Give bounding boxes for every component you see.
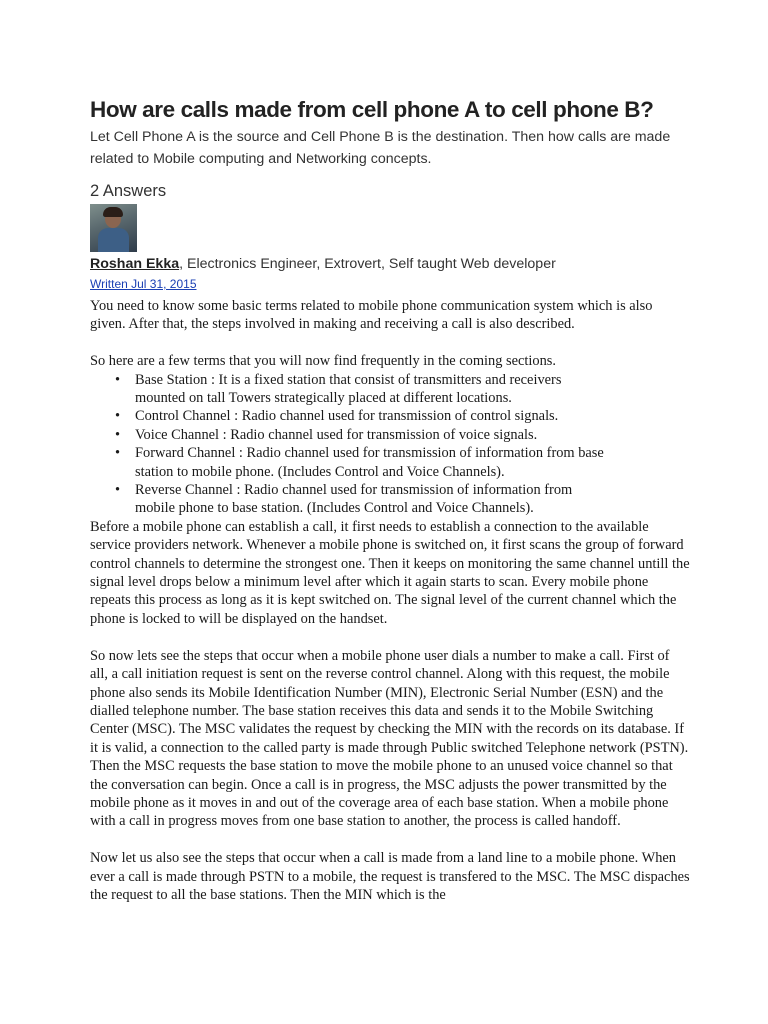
author-avatar[interactable] xyxy=(90,204,137,252)
list-item: • Reverse Channel : Radio channel used for transmission of information from mobile phone to base station. (Includes Control and Voice Channels). xyxy=(135,481,690,518)
answers-count: 2 Answers xyxy=(90,182,167,200)
author-credentials: , Electronics Engineer, Extrovert, Self taught Web developer xyxy=(179,256,556,272)
avatar-hair-shape xyxy=(103,207,123,217)
answer-intro: You need to know some basic terms related to mobile phone communication system which is also given. After that, the steps involved in making and receiving a call is also described. xyxy=(90,298,653,333)
answer-date-link[interactable]: Written Jul 31, 2015 xyxy=(90,277,197,291)
dial-paragraph: So now lets see the steps that occur when a mobile phone user dials a number to make a call. First of all, a call initiation request is sent on the reverse control channel. Along with this request, the mobile phone also sends its Mobile Identification Number (MIN), Electronic Serial Number (ESN) and the dialled telephone number. The base station receives this data and sends it to the Mobile Switching Center (MSC). The MSC validates the request by checking the MIN with the records on its database. If it is valid, a connection to the called party is made through Public switched Telephone network (PSTN). Then the MSC requests the base station to move the mobile phone to an unused voice channel so that the conversation can begin. Once a call is in progress, the MSC adjusts the power transmitted by the mobile phone as it moves in and out of the coverage area of each base station. When a mobile phone with a call in progress moves from one base station to another, the process is called handoff. xyxy=(90,647,689,830)
question-title: How are calls made from cell phone A to cell phone B? xyxy=(90,97,654,122)
author-name-link[interactable]: Roshan Ekka xyxy=(90,256,180,272)
avatar-body-shape xyxy=(98,228,129,252)
question-details: Let Cell Phone A is the source and Cell Phone B is the destination. Then how calls are made related to Mobile computing and Networking concepts. xyxy=(90,129,671,167)
terms-intro: So here are a few terms that you will now find frequently in the coming sections. xyxy=(90,353,556,370)
list-item: • Base Station : It is a fixed station that consist of transmitters and receivers mounted on tall Towers strategically placed at different locations. xyxy=(135,371,690,408)
landline-paragraph: Now let us also see the steps that occur when a call is made from a land line to a mobile phone. When ever a call is made through PSTN to a mobile, the request is transfered to the MSC. The MSC dispaches the request to all the base stations. Then the MIN which is the xyxy=(90,850,690,903)
connection-paragraph: Before a mobile phone can establish a call, it first needs to establish a connection to the available service providers network. Whenever a mobile phone is switched on, it first scans the group of forward control channels to determine the strongest one. Then it keeps on monitoring the same channel untill the signal level drops below a minimum level after which it again starts to scan. Every mobile phone repeats this process as long as it is kept switched on. The signal level of the current channel which the phone is locked to will be displayed on the handset. xyxy=(90,518,690,627)
list-item: • Forward Channel : Radio channel used for transmission of information from base station to mobile phone. (Includes Control and Voice Channels). xyxy=(135,444,690,481)
list-item: • Control Channel : Radio channel used for transmission of control signals. xyxy=(135,407,690,425)
list-item: • Voice Channel : Radio channel used for transmission of voice signals. xyxy=(135,426,690,444)
answer-body xyxy=(90,297,690,904)
author-line xyxy=(90,256,710,272)
terms-list xyxy=(90,371,690,518)
